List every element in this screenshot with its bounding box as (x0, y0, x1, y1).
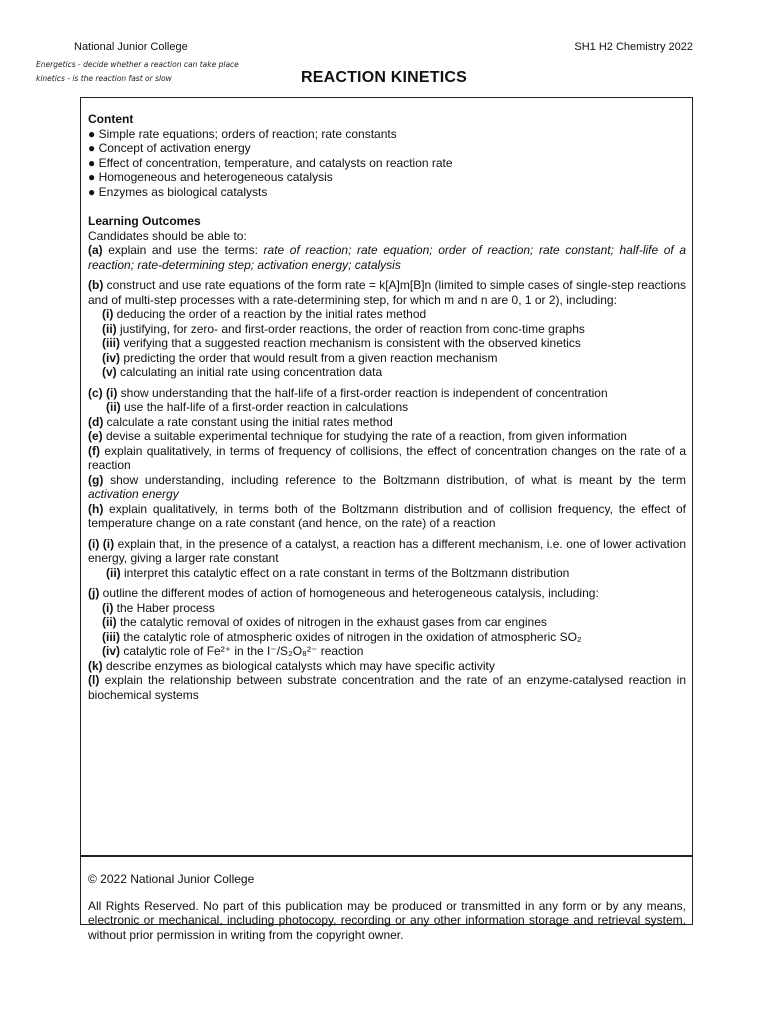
content-item: ● Enzymes as biological catalysts (88, 184, 268, 199)
copyright-box (80, 856, 693, 942)
content-item: ● Concept of activation energy (88, 141, 251, 155)
outcome-f: (f) explain qualitatively, in terms of frequency of collisions, the effect of concentration changes on the rate of a reaction (88, 443, 686, 472)
content-heading: Content (88, 112, 134, 126)
rights-text: All Rights Reserved. No part of this publication may be produced or transmitted in any form or by any means, electronic or mechanical, including photocopy, recording or any other information storage and retrieval system, without prior permission in writing from the copyright owner. (88, 898, 686, 942)
outcome-a: (a) explain and use the terms: rate of reaction; rate equation; order of reaction; rate constant; half-life of a reaction; rate-determining step; activation energy; catalysis (88, 243, 687, 272)
outcome-b: (b) construct and use rate equations of the form rate = k[A]m[B]n (limited to simple cases of single-step reactions and of multi-step processes with a rate-determining step, for which m and n are 0, 1 or 2), including: (i) deducing the order of a reaction by the initial rates method (ii) justifying, for zero- and first-order reactions, the order of reaction from conc-time graphs (iii) verifying that a suggested reaction mechanism is consistent with the observed kinetics (iv) predicting the order that would result from a given reaction mechanism (v) calculating an initial rate using concentration data (88, 278, 686, 379)
outcome-g: (g) show understanding, including reference to the Boltzmann distribution, of what is meant by the term activation energy (88, 472, 686, 501)
outcome-e: (e) devise a suitable experimental technique for studying the rate of a reaction, from given information (88, 429, 627, 443)
content-list (88, 127, 686, 200)
outcome-l: (l) explain the relationship between substrate concentration and the rate of an enzyme-catalysed reaction in biochemical systems (88, 673, 686, 702)
content-item: ● Simple rate equations; orders of reaction; rate constants (88, 126, 397, 141)
outcomes-intro: Candidates should be able to: (88, 228, 247, 243)
copyright-line: © 2022 National Junior College (88, 872, 255, 886)
outcome-d: (d) calculate a rate constant using the initial rates method (88, 414, 393, 429)
outcomes-heading: Learning Outcomes (88, 214, 201, 228)
outcome-k: (k) describe enzymes as biological catalysts which may have specific activity (88, 658, 495, 673)
course-name: SH1 H2 Chemistry 2022 (574, 41, 693, 53)
page-title: REACTION KINETICS (300, 69, 468, 86)
outcome-c: (c) (i) show understanding that the half-life of a first-order reaction is independent of concentration (ii) use the half-life of a first-order reaction in calculations (88, 385, 608, 414)
handwritten-note-energetics: Energetics - decide whether a reaction can take place (36, 60, 239, 69)
outcome-h: (h) explain qualitatively, in terms both of the Boltzmann distribution and of collision frequency, the effect of temperature change on a rate constant (and hence, on the rate) of a reaction (88, 501, 686, 530)
outcome-i: (i) (i) explain that, in the presence of a catalyst, a reaction has a different mechanism, i.e. one of lower activation energy, giving a larger rate constant (ii) interpret this catalytic effect on a rate constant in terms of the Boltzmann distribution (88, 536, 686, 580)
handwritten-note-kinetics: kinetics - is the reaction fast or slow (36, 74, 172, 83)
school-name: National Junior College (74, 41, 188, 53)
syllabus-box (80, 97, 693, 856)
content-item: ● Effect of concentration, temperature, and catalysts on reaction rate (88, 155, 453, 170)
outcome-j: (j) outline the different modes of action of homogeneous and heterogeneous catalysis, including: (i) the Haber process (ii) the catalytic removal of oxides of nitrogen in the exhaust gases from car engines (iii) the catalytic role of atmospheric oxides of nitrogen in the oxidation of atmospheric SO₂ (iv) catalytic role of Fe²⁺ in the I⁻/S₂O₈²⁻ reaction (88, 586, 599, 658)
content-item: ● Homogeneous and heterogeneous catalysis (88, 170, 333, 184)
